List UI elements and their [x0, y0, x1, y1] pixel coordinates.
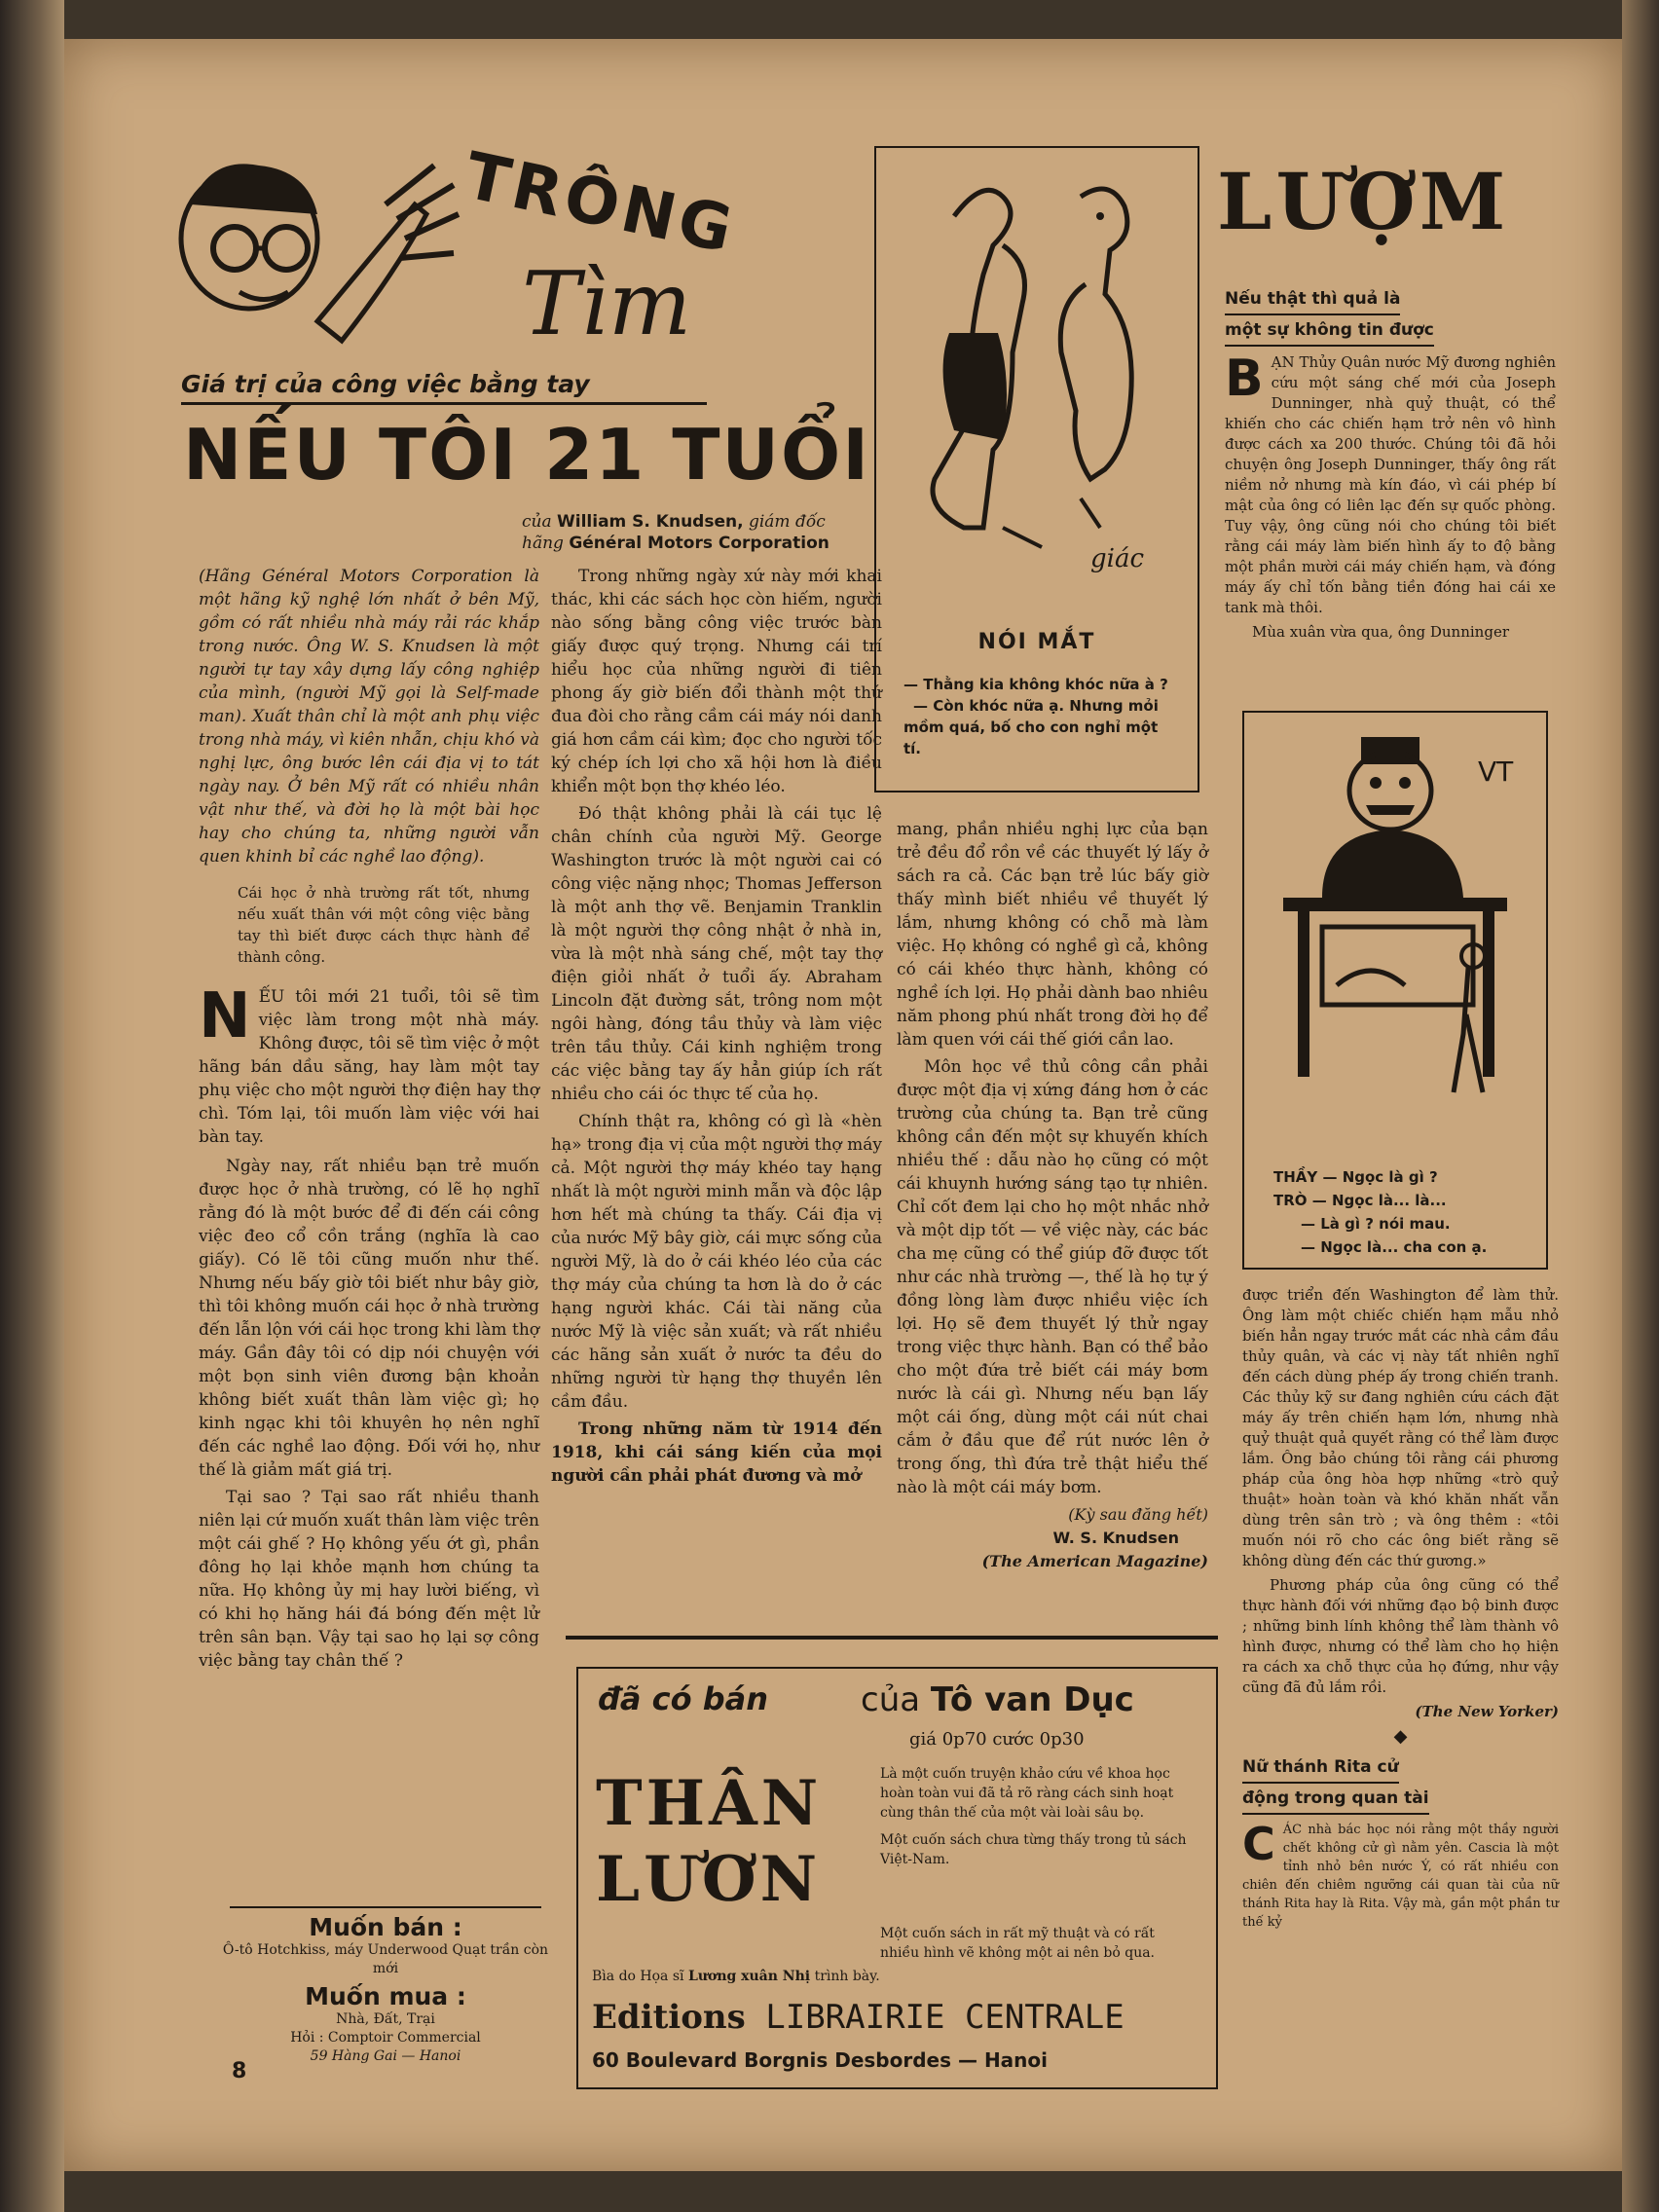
article-column-1: [199, 565, 539, 1677]
cartoon-caption: [903, 674, 1176, 759]
rita-title-1: Nữ thánh Rita cử: [1242, 1752, 1399, 1784]
article-col1-p3: Tại sao ? Tại sao rất nhiều thanh niên lại cứ muốn xuất thân làm việc trên một cái ghế ? Họ không yếu ớt gì, phần đông họ lại khỏe mạnh hơn chúng ta nữa. Họ không ủy mị hay lười biếng, vì có khi họ hăng hái đá bóng đến mệt lử trên sân bạn. Vậy tại sao họ lại sợ công việc bằng tay chân thế ?: [199, 1488, 539, 1671]
luom-p4: Phương pháp của ông cũng có thể thực hành đối với những đạo bộ binh được ; những binh lính không thể làm thành vô hình được, nhưng có thể làm cho họ hiện ra cách xa chỗ thực của họ đứng, như vậy cũng đã đủ lắm rồi.: [1242, 1576, 1559, 1696]
cartoon-teacher-student: [1242, 711, 1548, 1270]
cartoon-noi-mat: [874, 146, 1199, 793]
rita-p1: ÁC nhà bác học nói rằng một thầy người chết không cử gì nằm yên. Cascia là một tỉnh nhỏ bên nước Ý, có rất nhiều con chiên đến chiêm ngưỡng cái quan tài của nữ thánh Rita hay là Rita. Vậy mà, gần một phần tư thế kỷ: [1242, 1823, 1559, 1930]
rita-title-2: động trong quan tài: [1242, 1784, 1429, 1815]
classified-buy-title: Muốn mua :: [305, 1982, 466, 2010]
classified-sell-text: Ô-tô Hotchkiss, máy Underwood Quạt trần còn mới: [222, 1942, 549, 1976]
luom-p3: được triển đến Washington để làm thử. Ông làm một chiếc chiến hạm mẫu nhỏ biến hẳn ngay trước mắt các nhà cầm đầu thủy quân, và các vị này tất nhiên nghĩ đến cách dùng phép ấy trong chiến tranh. Các thủy kỹ sư đang nghiên cứu cách đặt máy ấy trên chiến hạm lớn, nhưng nhà quỷ thuật quả quyết rằng có thể làm được lắm. Ông bảo chúng tôi rằng cái phương pháp của ông hòa hợp những «trò quỷ thuật» hoàn toàn và khó khăn nhất vẫn dùng trên sân trò ; và ông thêm : «tôi muốn nói rõ cho các ông biết rằng sẽ không dùng đến các thứ gương.»: [1242, 1286, 1559, 1569]
cartoon-line-1: — Thằng kia không khóc nữa à ?: [903, 676, 1168, 693]
cartoon2-line-1: THẦY — Ngọc là gì ?: [1273, 1168, 1438, 1186]
luom-p2: Mùa xuân vừa qua, ông Dunninger: [1252, 623, 1509, 641]
byline-name: William S. Knudsen,: [557, 512, 744, 532]
article-continued: (Kỳ sau đăng hết): [1068, 1505, 1208, 1524]
book-advertisement: [576, 1667, 1218, 2089]
byline-prefix: của: [522, 512, 552, 532]
classifieds: [210, 1913, 561, 2066]
rita-dropcap: C: [1242, 1818, 1275, 1870]
article-col2-p1: Trong những ngày xứ này mới khai thác, khi các sách học còn hiếm, người nào sống bằng công việc trước bàn giấy được quý trọng. Nhưng cái trí hiểu học của những người đi tiên phong ấy giờ biến đổi thành một thứ đua đòi cho rằng cầm cái máy nói danh giá hơn cầm cái kìm; đọc cho người tốc ký chép ích lợi cho xã hội hơn là điều khiển một bọn thợ khéo léo.: [551, 567, 882, 796]
classified-contact-1: Hỏi : Comptoir Commercial: [290, 2030, 481, 2046]
classified-sell-title: Muốn bán :: [309, 1913, 462, 1941]
ad-book-title-line-1: THÂN: [596, 1767, 823, 1840]
luom-column: [1225, 352, 1556, 646]
luom-separator: ◆: [1393, 1726, 1408, 1747]
cartoon2-signature: VT: [1478, 756, 1514, 788]
article-col1-p2: Ngày nay, rất nhiều bạn trẻ muốn được học ở nhà trường, có lẽ họ nghĩ rằng đó là một bước để đi đến cái công việc đeo cổ cồn trắng (nghĩa là cao giấy). Có lẽ tôi cũng muốn như thế. Nhưng nếu bấy giờ tôi biết như bây giờ, thì tôi không muốn cái học ở nhà trường đến lẫn lộn với cái học trong khi làm thợ máy. Gần đây tôi có dịp nói chuyện với một bọn sinh viên đương bận khoản không biết xuất thân làm việc gì; họ kinh ngạc khi tôi khuyên họ nên nghĩ đến các nghề lao động. Đối với họ, như thế là giảm mất giá trị.: [199, 1157, 539, 1480]
byline-company: Général Motors Corporation: [569, 534, 830, 553]
article-col2-p4: Trong những năm từ 1914 đến 1918, khi cái sáng kiến của mọi người cần phải phát đương và mở: [551, 1419, 882, 1486]
cartoon-line-2: — Còn khóc nữa ạ. Nhưng mỏi mồm quá, bố cho con nghỉ một tí.: [903, 697, 1159, 757]
page-stack-edge: [1622, 0, 1659, 2212]
ad-desc-2: Một cuốn sách chưa từng thấy trong tủ sách Việt-Nam.: [880, 1832, 1187, 1867]
ad-publisher-name: LIBRAIRIE CENTRALE: [765, 1998, 1124, 2037]
article-column-2: [551, 565, 882, 1492]
article-col3-p2: Môn học về thủ công cần phải được một địa vị xứng đáng hơn ở các trường của chúng ta. Bạn trẻ cũng không cần đến một sự khuyến khích nhiều thế : dẫu nào họ cũng có một cái khuynh hướng sáng tạo tự nhiên. Chỉ cốt đem lại cho họ một nhắc nhở và một dịp tốt — về việc này, các bác cha mẹ cũng có thể giúp đỡ được tốt như các nhà trường —, thế là họ tự ý đồng lòng làm được nhiều việc ích lợi. Họ sẽ đem thuyết lý thử ngay trong việc thực hành. Bạn có thể bảo cho một đứa trẻ biết cái máy bơm nước là cái gì. Nhưng nếu bạn lấy một cái ống, dùng một cái nút chai cắm ở đầu que để rút nước lên ở trong ống, thì đứa trẻ thật hiểu thế nào là một cái máy bơm.: [897, 1057, 1208, 1497]
ad-price: giá 0p70 cước 0p30: [909, 1729, 1085, 1750]
luom-kicker: [1225, 284, 1434, 347]
article-body-start: [199, 980, 539, 1149]
ad-book-title-line-2: LƯƠN: [596, 1843, 822, 1916]
ad-description: [880, 1764, 1197, 1869]
ad-author-line: [861, 1680, 1134, 1719]
ad-available: đã có bán: [598, 1680, 769, 1717]
article-intro-note: Cái học ở nhà trường rất tốt, nhưng nếu xuất thân với một công việc bằng tay thì biết được cách thực hành để thành công.: [238, 884, 530, 966]
article-column-3: [897, 818, 1208, 1573]
ad-cover-prefix: Bìa do Họa sĩ: [592, 1969, 684, 1984]
page-number: 8: [232, 2059, 247, 2083]
ad-desc-3: Một cuốn sách in rất mỹ thuật và có rất nhiều hình vẽ không một ai nên bỏ qua.: [880, 1926, 1156, 1961]
article-col2-p2: Đó thật không phải là cái tục lệ chân chính của người Mỹ. George Washington trước là một người cai có công việc nặng nhọc; Thomas Jefferson là một anh thợ vẽ. Benjamin Tranklin là một người thợ công nhật ở nhà in, vừa là một nhà sáng chế, một tay thợ điện giỏi nhất ở tuổi ấy. Abraham Lincoln đặt đường sắt, trông nom một ngôi hàng, đóng tầu thủy và làm việc trên tầu thủy. Cái kinh nghiệm trong các việc bằng tay ấy hẳn giúp ích rất nhiều cho cái óc thực tế của họ.: [551, 804, 882, 1104]
article-dropcap: N: [199, 980, 251, 1052]
article-kicker: [181, 370, 707, 405]
ad-desc-1: Là một cuốn truyện khảo cứu về khoa học hoàn toàn vui đã tả rõ ràng cách sinh hoạt cùng thân thế của một vài loài sâu bọ.: [880, 1766, 1174, 1821]
binding-spine: [0, 0, 64, 2212]
article-col2-p3: Chính thật ra, không có gì là «hèn hạ» trong địa vị của một người thợ máy cả. Một người thợ máy khéo tay hạng nhất là một người minh mẫn và độc lập hơn hết mà chúng ta thấy. Cái địa vị của nước Mỹ bây giờ, cái mực sống của người Mỹ, là do ở cái khéo léo của các thợ máy của chúng ta hơn là do ở các hạng người khác. Cái tài năng của nước Mỹ là việc sản xuất; và rất nhiều các hãng sản xuất ở nước ta đều do những người từ hạng thợ thuyền lên cầm đầu.: [551, 1112, 882, 1412]
ad-cover-artist: Lương xuân Nhị: [687, 1969, 811, 1984]
classifieds-rule: [230, 1906, 541, 1908]
luom-title: LƯỢM: [1217, 156, 1510, 247]
ad-separator-rule: [566, 1636, 1218, 1640]
cartoon-two-figures-illustration: [876, 158, 1198, 586]
rita-title: [1242, 1752, 1559, 1815]
teacher-at-desk-illustration: [1244, 722, 1546, 1131]
luom-p1: ẠN Thủy Quân nước Mỹ đương nghiên cứu một sáng chế mới của Joseph Dunninger, nhà quỷ thuật, có thể khiến cho các chiến hạm trở nên vô hình được cách xa 200 thước. Chúng tôi đã hỏi chuyện ông Joseph Dunninger, thấy ông rất niềm nở nhưng mà kín đáo, vì cái phép bí mật của ông có liên lạc đến sự quốc phòng. Tuy vậy, ông cũng nói cho chúng tôi biết rằng cái máy làm biến hình ấy to độ bằng một phần mười cái máy chiến hạm, và đóng máy ấy chỉ tốn bằng tiền đóng hai cái xe tank mà thôi.: [1225, 353, 1556, 616]
trong-tim-header-art: [171, 137, 892, 389]
cartoon-title: NÓI MẮT: [977, 630, 1096, 654]
article-byline: [522, 511, 931, 554]
byline-company-prefix: hãng: [522, 534, 564, 553]
luom-kicker-1: Nếu thật thì quả là: [1225, 284, 1400, 315]
masthead-title-tim: Tìm: [522, 253, 692, 355]
cartoon2-line-4: — Ngọc là... cha con ạ.: [1301, 1238, 1488, 1256]
article-col1-first: ẾU tôi mới 21 tuổi, tôi sẽ tìm việc làm trong một nhà máy. Không được, tôi sẽ tìm việc ở một hãng bán dầu săng, hay làm một tay phụ việc cho một người thợ điện hay thợ chì. Tóm lại, tôi muốn làm việc với hai bàn tay.: [199, 987, 539, 1147]
classified-contact-2: 59 Hàng Gai — Hanoi: [310, 2048, 461, 2064]
cartoon-signature: giác: [1090, 544, 1145, 573]
byline-role: giám đốc: [748, 512, 826, 532]
cartoon2-line-2: TRÒ — Ngọc là... là...: [1273, 1192, 1447, 1209]
luom-kicker-2: một sự không tin được: [1225, 315, 1434, 347]
article-headline: NẾU TÔI 21 TUỔI: [183, 414, 870, 496]
masthead-title-trong: TRÔNG: [459, 137, 743, 269]
article-source: (The American Magazine): [981, 1552, 1208, 1570]
article-intro: (Hãng Général Motors Corporation là một hãng kỹ nghệ lớn nhất ở bên Mỹ, gồm có rất nhiều nhà máy rải rác khắp trong nước. Ông W. S. Knudsen là một người tự tay xây dựng lấy công nghiệp của mình, (người Mỹ gọi là Self-made man). Xuất thân chỉ là một anh phụ việc trong nhà máy, vì kiên nhẫn, chịu khó và nghị lực, ông bước lên cái địa vị to tát ngày nay. Ở bên Mỹ rất có nhiều nhân vật như thế, và đời họ là một bài học hay cho chúng ta, những người vẫn quen khinh bỉ các nghề lao động).: [199, 567, 539, 866]
ad-publisher-prefix: Editions: [592, 1998, 746, 2037]
ad-cover-credit: [592, 1969, 880, 1984]
article-signature: W. S. Knudsen: [1052, 1529, 1179, 1547]
ad-publisher: [592, 1998, 1124, 2037]
face-with-glasses-illustration: [171, 146, 463, 370]
ad-book-title: [596, 1766, 822, 1918]
luom-dropcap: B: [1225, 350, 1264, 408]
cartoon2-line-3: — Là gì ? nói mau.: [1301, 1215, 1451, 1233]
article-kicker-text: Giá trị của công việc bằng tay: [181, 370, 590, 398]
classified-buy-text: Nhà, Đất, Trại: [336, 2011, 435, 2027]
article-col3-p1: mang, phần nhiều nghị lực của bạn trẻ đều đổ rồn về các thuyết lý lấy ở sách ra cả. Các bạn trẻ lúc bấy giờ thấy mình biết nhiều về thuyết lý lắm, nhưng không có chỗ mà làm việc. Họ không có nghề gì cả, không có cái khéo thực hành, không có nghề ích lợi. Họ phải dành bao nhiêu năm phong phú nhất trong đời họ để làm quen với cái thế giới cần lao.: [897, 820, 1208, 1050]
ad-author: Tô van Dục: [930, 1680, 1134, 1719]
ad-cover-suffix: trình bày.: [814, 1969, 880, 1984]
newspaper-page: [64, 39, 1622, 2171]
luom-column-continued: [1242, 1285, 1559, 1932]
cartoon2-caption: [1273, 1165, 1536, 1259]
luom-source: (The New Yorker): [1415, 1703, 1559, 1720]
ad-of: của: [861, 1680, 921, 1719]
ad-address: 60 Boulevard Borgnis Desbordes — Hanoi: [592, 2048, 1049, 2072]
